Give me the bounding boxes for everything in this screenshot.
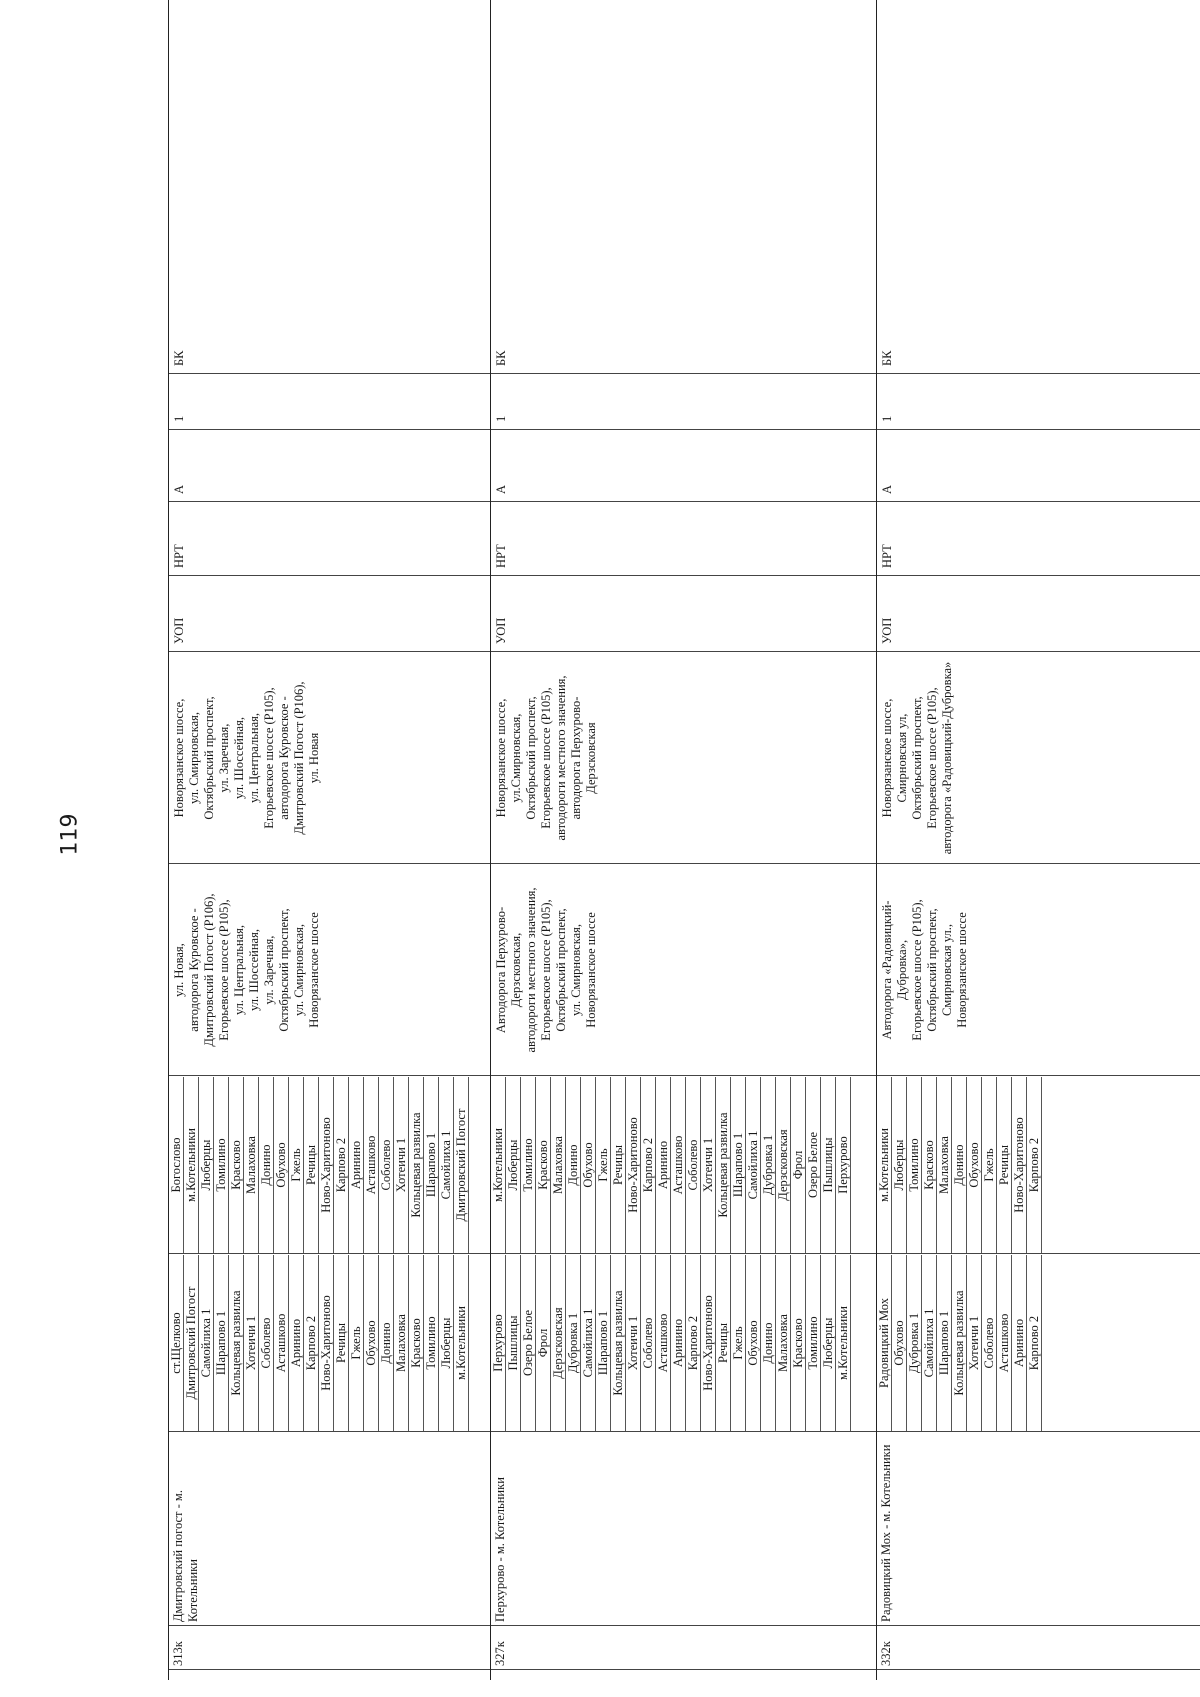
column-divider [877, 1669, 1200, 1670]
stop-name: Кольцевая развилка [716, 1077, 731, 1253]
stop-name: Соболево [686, 1077, 701, 1253]
stop-name: Красково [229, 1077, 244, 1253]
stop-name: Соболево [641, 1255, 656, 1431]
column-divider [169, 1253, 491, 1254]
column-divider [169, 1669, 491, 1670]
stop-name: Аринино [1012, 1255, 1027, 1431]
stop-name: Перхурово [836, 1077, 851, 1253]
streets-backward: Новорязанское шоссе, ул.Смирновская, Октябрьский проспект, Егорьевское шоссе (Р105), автодороги местного значения, автодорога Перхурово- Дерзсковская [494, 675, 598, 841]
stop-name: ст.Щелково [169, 1255, 184, 1431]
column-divider [491, 1253, 877, 1254]
stop-name: Фрол [791, 1077, 806, 1253]
stop-name: Перхурово [491, 1255, 506, 1431]
stop-name: Обухово [274, 1077, 289, 1253]
order-type: УОП [494, 617, 508, 644]
stops-forward-list [877, 1255, 1200, 1431]
stop-name: Карпово 2 [304, 1255, 319, 1431]
stop-name: Обухово [581, 1077, 596, 1253]
stop-name: Хотеичи 1 [701, 1077, 716, 1253]
vehicle-class: А [494, 484, 508, 494]
stop-name: Шарапово 1 [596, 1255, 611, 1431]
stop-name: Радовицкий Мох [877, 1255, 892, 1431]
column-divider [169, 863, 491, 864]
column-divider [877, 863, 1200, 864]
stop-name: Хотеичи 1 [626, 1255, 641, 1431]
stop-name: Гжель [349, 1255, 364, 1431]
vehicle-count: 1 [172, 415, 186, 422]
stop-name: Озеро Белое [521, 1255, 536, 1431]
stop-name: Соболево [982, 1255, 997, 1431]
stop-name: Соболево [259, 1255, 274, 1431]
stop-name: Карпово 2 [686, 1255, 701, 1431]
stop-name: Кольцевая развилка [409, 1077, 424, 1253]
stop-name: Томилино [907, 1077, 922, 1253]
column-divider [169, 1075, 491, 1076]
stop-name: Речицы [716, 1255, 731, 1431]
stop-name: Донино [761, 1255, 776, 1431]
stop-name: Красково [409, 1255, 424, 1431]
stop-name: м.Котельники [184, 1077, 199, 1253]
stops-backward-list [877, 1077, 1200, 1253]
stop-name: Пышлицы [506, 1255, 521, 1431]
order-type: УОП [880, 617, 894, 644]
stop-name: Карпово 2 [334, 1077, 349, 1253]
stop-name: Карпово 2 [1027, 1077, 1042, 1253]
stop-name: Шарапово 1 [214, 1255, 229, 1431]
stop-name: Обухово [892, 1255, 907, 1431]
stop-name: Томилино [806, 1255, 821, 1431]
stop-name: Асташково [274, 1255, 289, 1431]
stop-name: Дерзсковская [551, 1255, 566, 1431]
column-divider [491, 863, 877, 864]
stop-name: Гжель [596, 1077, 611, 1253]
stop-name: Аринино [671, 1255, 686, 1431]
stop-name: Донино [952, 1077, 967, 1253]
stop-name: Люберцы [199, 1077, 214, 1253]
stop-name: Ново-Харитоново [626, 1077, 641, 1253]
stop-name: Самойлиха 1 [581, 1255, 596, 1431]
streets-backward: Новорязанское шоссе, Смирновская ул, Октябрьский проспект, Егорьевское шоссе (Р105), автодорога «Радовицкий-Дубровка» [880, 661, 954, 855]
stop-name: Дубровка 1 [761, 1077, 776, 1253]
ecological-class: БК [494, 350, 508, 366]
stops-forward-list [169, 1255, 491, 1431]
tariff-type: НРТ [880, 544, 894, 568]
stop-name: Шарапово 1 [731, 1077, 746, 1253]
stop-name: Ново-Харитоново [319, 1255, 334, 1431]
stop-name: м.Котельники [454, 1255, 469, 1431]
stop-name: Томилино [521, 1077, 536, 1253]
streets-backward: Новорязанское шоссе, ул. Смирновская, Октябрьский проспект, ул. Заречная, ул. Шоссейная, ул. Центральная, Егорьевское шоссе (Р105), автодорога Куровское - Дмитровский Погост (Р106), ул. Новая [172, 681, 321, 835]
stop-name: Асташково [364, 1077, 379, 1253]
stop-name: Пышлицы [821, 1077, 836, 1253]
stop-name: Дмитровский Погост [454, 1077, 469, 1253]
stop-name: Малаховка [937, 1077, 952, 1253]
stop-name: Шарапово 1 [424, 1077, 439, 1253]
vehicle-count: 1 [880, 415, 894, 422]
stop-name: Фрол [536, 1255, 551, 1431]
stop-name: Асташково [997, 1255, 1012, 1431]
order-type: УОП [172, 617, 186, 644]
stop-name: Обухово [746, 1255, 761, 1431]
stop-name: Самойлиха 1 [199, 1255, 214, 1431]
stop-name: м.Котельники [836, 1255, 851, 1431]
stop-name: Гжель [982, 1077, 997, 1253]
stop-name: Ново-Харитоново [319, 1077, 334, 1253]
stop-name: Гжель [289, 1077, 304, 1253]
stop-name: Речицы [304, 1077, 319, 1253]
stop-name: Кольцевая развилка [611, 1255, 626, 1431]
stop-name: Малаховка [776, 1255, 791, 1431]
stop-name: Обухово [364, 1255, 379, 1431]
route-table [168, 0, 1200, 1680]
stops-backward-list [169, 1077, 491, 1253]
stop-name: Люберцы [439, 1255, 454, 1431]
vehicle-count: 1 [494, 415, 508, 422]
stop-name: Хотеичи 1 [967, 1255, 982, 1431]
rotated-document [168, 0, 1200, 1680]
stop-name: Малаховка [394, 1255, 409, 1431]
stop-name: Шарапово 1 [937, 1255, 952, 1431]
stop-name: Речицы [334, 1255, 349, 1431]
ecological-class: БК [880, 350, 894, 366]
stop-name: Дмитровский Погост [184, 1255, 199, 1431]
streets-forward: Автодорога «Радовицкий- Дубровка», Егорьевское шоссе (Р105), Октябрьский проспект, Смирновская ул., Новорязанское шоссе [880, 899, 969, 1041]
stop-name: Малаховка [551, 1077, 566, 1253]
stop-name: Кольцевая развилка [229, 1255, 244, 1431]
column-divider [491, 1075, 877, 1076]
stop-name: Самойлиха 1 [439, 1077, 454, 1253]
route-section [876, 0, 1200, 1680]
stop-name: Гжель [731, 1255, 746, 1431]
streets-forward: ул. Новая, автодорога Куровское - Дмитровский Погост (Р106), Егорьевское шоссе (Р105), ул. Центральная, ул. Шоссейная, ул. Заречная, Октябрьский проспект, ул. Смирновская, Новорязанское шоссе [172, 893, 321, 1047]
column-divider [877, 651, 1200, 652]
stop-name: Малаховка [244, 1077, 259, 1253]
stop-name: Красково [922, 1077, 937, 1253]
stop-name: Томилино [424, 1255, 439, 1431]
stop-name: Люберцы [821, 1255, 836, 1431]
ecological-class: БК [172, 350, 186, 366]
stop-name: Обухово [967, 1077, 982, 1253]
stop-name: Аринино [349, 1077, 364, 1253]
streets-forward: Автодорога Перхурово- Дерзсковская, автодороги местного значения, Егорьевское шоссе (Р105), Октябрьский проспект, ул. Смирновская, Новорязанское шоссе [494, 887, 598, 1053]
route-number: 313к [171, 1641, 185, 1666]
stop-name: Карпово 2 [641, 1077, 656, 1253]
stop-name: Кольцевая развилка [952, 1255, 967, 1431]
stop-name: м.Котельники [491, 1077, 506, 1253]
route-section [168, 0, 491, 1680]
stop-name: Донино [379, 1255, 394, 1431]
stop-name: Богослово [169, 1077, 184, 1253]
stop-name: Томилино [214, 1077, 229, 1253]
vehicle-class: А [172, 484, 186, 494]
stops-backward-list [491, 1077, 877, 1253]
stop-name: Асташково [671, 1077, 686, 1253]
stop-name: Люберцы [892, 1077, 907, 1253]
column-divider [877, 1075, 1200, 1076]
column-divider [169, 651, 491, 652]
stop-name: Аринино [289, 1255, 304, 1431]
route-name: Радовицкий Мох - м. Котельники [879, 1444, 893, 1622]
stop-name: Дубровка 1 [566, 1255, 581, 1431]
stop-name: Донино [259, 1077, 274, 1253]
stop-name: Дерзсковская [776, 1077, 791, 1253]
route-number: 327к [493, 1641, 507, 1666]
stop-name: Карпово 2 [1027, 1255, 1042, 1431]
stop-name: Хотеичи 1 [394, 1077, 409, 1253]
route-number: 332к [879, 1641, 893, 1666]
stop-name: Красково [536, 1077, 551, 1253]
stop-name: Хотеичи 1 [244, 1255, 259, 1431]
stops-forward-list [491, 1255, 877, 1431]
tariff-type: НРТ [494, 544, 508, 568]
column-divider [491, 1669, 877, 1670]
vehicle-class: А [880, 484, 894, 494]
stop-name: Донино [566, 1077, 581, 1253]
stop-name: Ново-Харитоново [701, 1255, 716, 1431]
stop-name: Соболево [379, 1077, 394, 1253]
stop-name: Аринино [656, 1077, 671, 1253]
stop-name: м.Котельники [877, 1077, 892, 1253]
stop-name: Ново-Харитоново [1012, 1077, 1027, 1253]
stop-name: Самойлиха 1 [746, 1077, 761, 1253]
stop-name: Озеро Белое [806, 1077, 821, 1253]
column-divider [491, 651, 877, 652]
stop-name: Люберцы [506, 1077, 521, 1253]
column-divider [877, 1253, 1200, 1254]
stop-name: Речицы [997, 1077, 1012, 1253]
stop-name: Асташково [656, 1255, 671, 1431]
stop-name: Красково [791, 1255, 806, 1431]
tariff-type: НРТ [172, 544, 186, 568]
page-number: 119 [57, 813, 83, 856]
route-name: Перхурово - м. Котельники [493, 1477, 507, 1622]
route-section [490, 0, 877, 1680]
stop-name: Самойлиха 1 [922, 1255, 937, 1431]
route-name: Дмитровский погост - м. Котельники [171, 1490, 200, 1622]
stop-name: Дубровка 1 [907, 1255, 922, 1431]
stop-name: Речицы [611, 1077, 626, 1253]
